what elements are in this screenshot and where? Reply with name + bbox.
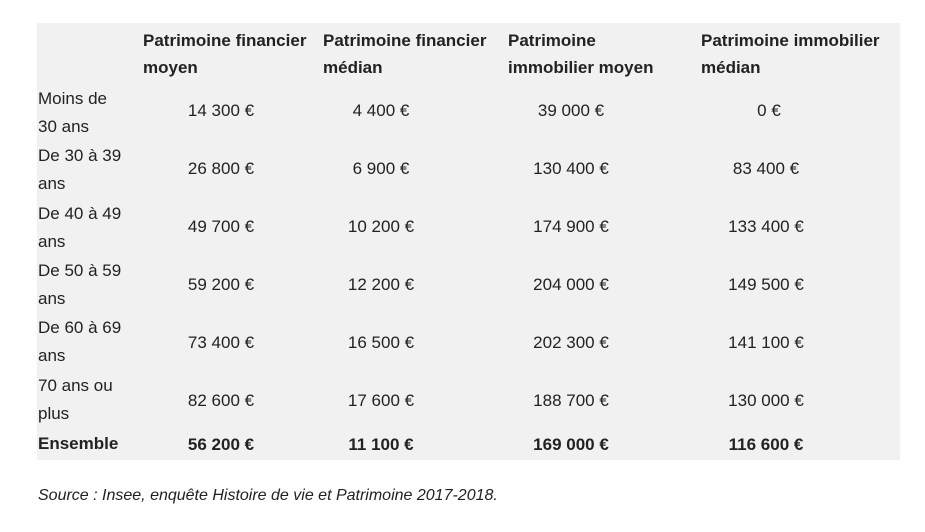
row-label-line: ans	[38, 174, 66, 193]
row-label-line: De 40 à 49	[38, 204, 122, 223]
table-cell: 10 200 €	[347, 217, 415, 236]
row-label-line: ans	[38, 289, 66, 308]
table-cell: 73 400 €	[187, 333, 255, 352]
table-cell: 14 300 €	[187, 101, 255, 120]
table-cell-total: 56 200 €	[187, 435, 255, 454]
table-cell: 17 600 €	[347, 391, 415, 410]
row-label-line: Moins de	[38, 89, 107, 108]
table-cell-total: 169 000 €	[533, 435, 609, 454]
row-label-line: De 60 à 69	[38, 318, 122, 337]
table-cell: 149 500 €	[728, 275, 804, 294]
table-cell: 83 400 €	[732, 159, 800, 178]
table-cell: 0 €	[757, 101, 781, 120]
table-cell: 4 400 €	[352, 101, 410, 120]
table-cell: 82 600 €	[187, 391, 255, 410]
row-label-60-69	[38, 314, 121, 370]
table-cell: 39 000 €	[537, 101, 605, 120]
header-line: Patrimoine financier	[323, 31, 487, 50]
header-immobilier-moyen	[508, 27, 653, 81]
table-cell: 49 700 €	[187, 217, 255, 236]
table-cell: 133 400 €	[728, 217, 804, 236]
row-label-line: plus	[38, 404, 70, 423]
table-cell: 59 200 €	[187, 275, 255, 294]
table-cell-total: 116 600 €	[728, 435, 804, 454]
header-line: Patrimoine immobilier	[701, 31, 880, 50]
row-label-50-59	[38, 257, 121, 313]
table-cell-total: 11 100 €	[348, 435, 414, 454]
row-label-line: De 50 à 59	[38, 261, 122, 280]
header-line: immobilier moyen	[508, 58, 654, 77]
row-label-line: 70 ans ou	[38, 376, 113, 395]
table-cell: 204 000 €	[533, 275, 609, 294]
header-line: Patrimoine	[508, 31, 596, 50]
table-cell: 130 400 €	[533, 159, 609, 178]
header-line: Patrimoine financier	[143, 31, 307, 50]
row-label-40-49	[38, 200, 121, 256]
source-caption: Source : Insee, enquête Histoire de vie et Patrimoine 2017-2018.	[38, 487, 498, 504]
row-label-ensemble: Ensemble	[38, 434, 119, 453]
header-line: médian	[701, 58, 761, 77]
table-cell: 26 800 €	[187, 159, 255, 178]
header-immobilier-median	[701, 27, 880, 81]
row-label-line: 30 ans	[38, 117, 90, 136]
table-cell: 202 300 €	[533, 333, 609, 352]
header-financier-median	[323, 27, 486, 81]
header-financier-moyen	[143, 27, 306, 81]
row-label-line: ans	[38, 232, 66, 251]
table-cell: 188 700 €	[533, 391, 609, 410]
row-label-30-39	[38, 142, 121, 198]
table-cell: 130 000 €	[728, 391, 804, 410]
row-label-line: De 30 à 39	[38, 146, 122, 165]
row-label-70-plus	[38, 372, 113, 428]
table-cell: 174 900 €	[533, 217, 609, 236]
table-cell: 141 100 €	[728, 333, 804, 352]
table-cell: 12 200 €	[347, 275, 415, 294]
table-cell: 6 900 €	[352, 159, 410, 178]
row-label-moins-30	[38, 85, 107, 141]
table-cell: 16 500 €	[347, 333, 415, 352]
row-label-line: ans	[38, 346, 66, 365]
header-line: médian	[323, 58, 383, 77]
header-line: moyen	[143, 58, 198, 77]
